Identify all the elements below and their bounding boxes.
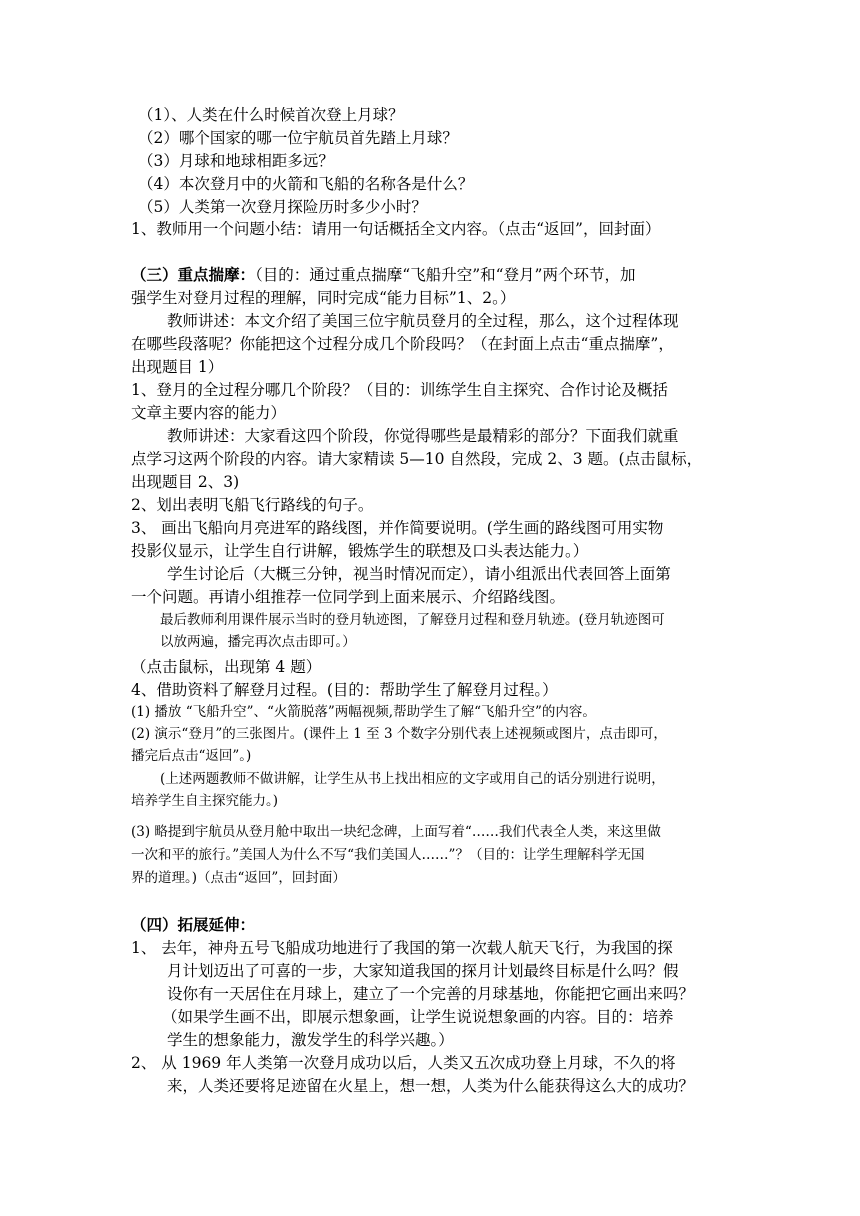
- question-line: 1、登月的全过程分哪几个阶段？（目的：训练学生自主探究、合作讨论及概括: [131, 381, 668, 399]
- question-line: 文章主要内容的能力）: [131, 404, 287, 422]
- paragraph-line: 点学习这两个阶段的内容。请大家精读 5—10 自然段，完成 2、3 题。(点击鼠标，: [131, 450, 703, 468]
- paragraph-line: 教师讲述：大家看这四个阶段，你觉得哪些是最精彩的部分？下面我们就重: [167, 427, 679, 445]
- section3-heading: （三）重点揣摩：: [131, 265, 256, 284]
- subitem-line: 界的道理。)（点击“返回”，回封面）: [131, 870, 346, 886]
- extension-line: 月计划迈出了可喜的一步，大家知道我国的探月计划最终目标是什么吗？假: [167, 962, 679, 980]
- extension-line: 2、 从 1969 年人类第一次登月成功以后，人类又五次成功登上月球，不久的将: [131, 1054, 676, 1072]
- paragraph-line: 学生讨论后（大概三分钟，视当时情况而定），请小组派出代表回答上面第: [167, 565, 671, 583]
- extension-line: 1、 去年，神舟五号飞船成功地进行了我国的第一次载人航天飞行，为我国的探: [131, 939, 673, 957]
- question-line: 投影仪显示，让学生自行讲解，锻炼学生的联想及口头表达能力。）: [131, 542, 589, 560]
- question-line: （1）、人类在什么时候首次登上月球？: [138, 106, 404, 124]
- subitem-line: (1) 播放 “飞船升空”、“火箭脱落”两幅视频,帮助学生了解“飞船升空”的内容。: [131, 704, 596, 720]
- subitem-line: (2) 演示“登月”的三张图片。(课件上 1 至 3 个数字分别代表上述视频或图片，点击即可，: [131, 726, 667, 742]
- question-line: 2、划出表明飞船飞行路线的句子。: [131, 496, 374, 514]
- extension-line: 来，人类还要将足迹留在火星上，想一想，人类为什么能获得这么大的成功？: [167, 1077, 695, 1095]
- paragraph-line: 教师讲述：本文介绍了美国三位宇航员登月的全过程，那么，这个过程体现: [167, 312, 679, 330]
- question-line: （5）人类第一次登月探险历时多少小时？: [138, 198, 427, 216]
- subitem-line: (3) 略提到宇航员从登月舱中取出一块纪念碑，上面写着“……我们代表全人类，来这里做: [131, 824, 661, 840]
- section3-goal: （目的：通过重点揣摩“飞船升空”和“登月”两个环节，加: [255, 266, 636, 284]
- summary-line: 1、教师用一个问题小结：请用一句话概括全文内容。（点击“返回”，回封面）: [131, 220, 661, 238]
- extension-line: （如果学生画不出，即展示想象画，让学生说说想象画的内容。目的：培养: [162, 1008, 674, 1026]
- section3-heading-line: [131, 264, 635, 286]
- question-line: （3）月球和地球相距多远？: [138, 152, 334, 170]
- subitem-line: 一次和平的旅行。”美国人为什么不写“我们美国人……”？（目的：让学生理解科学无国: [131, 847, 645, 863]
- section4-heading: （四）拓展延伸：: [131, 915, 256, 934]
- paragraph-line: 以放两遍，播完再次点击即可。）: [160, 634, 356, 650]
- question-line: （2）哪个国家的哪一位宇航员首先踏上月球？: [138, 129, 458, 147]
- note-line: (上述两题教师不做讲解，让学生从书上找出相应的文字或用自己的话分别进行说明，: [160, 771, 665, 787]
- note-line: 培养学生自主探究能力。): [131, 793, 279, 809]
- question-line: 4、借助资料了解登月过程。(目的：帮助学生了解登月过程。）: [131, 681, 558, 699]
- extension-line: 学生的想象能力，激发学生的科学兴趣。）: [167, 1031, 454, 1049]
- section3-goal-line: 强学生对登月过程的理解，同时完成“能力目标”1、2。）: [131, 289, 516, 307]
- paragraph-line: 最后教师利用课件展示当时的登月轨迹图，了解登月过程和登月轨迹。(登月轨迹图可: [160, 612, 665, 628]
- paragraph-line: 出现题目 1）: [131, 358, 224, 376]
- paragraph-line: 一个问题。再请小组推荐一位同学到上面来展示、介绍路线图。: [131, 588, 566, 606]
- instruction-line: （点击鼠标，出现第 4 题）: [131, 658, 322, 676]
- question-line: 3、 画出飞船向月亮进军的路线图，并作简要说明。(学生画的路线图可用实物: [131, 519, 664, 537]
- question-line: （4）本次登月中的火箭和飞船的名称各是什么？: [138, 175, 474, 193]
- extension-line: 设你有一天居住在月球上，建立了一个完善的月球基地，你能把它画出来吗？: [167, 985, 695, 1003]
- subitem-line: 播完后点击“返回”。): [131, 748, 252, 764]
- paragraph-line: 在哪些段落呢？你能把这个过程分成几个阶段吗？（在封面上点击“重点揣摩”，: [131, 335, 674, 353]
- paragraph-line: 出现题目 2、3): [131, 473, 240, 491]
